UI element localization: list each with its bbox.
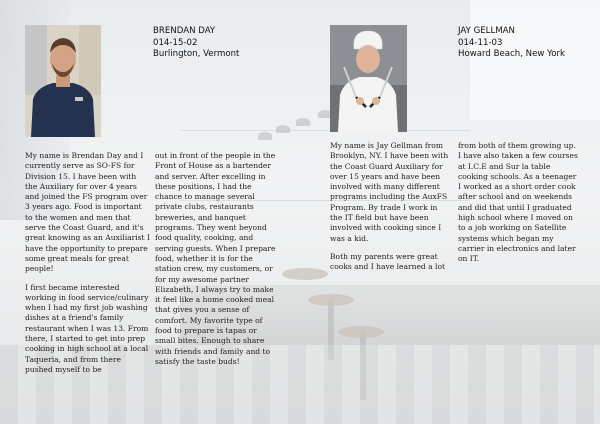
profile-location: Burlington, Vermont — [153, 49, 240, 59]
bio-paragraph: from both of them growing up. I have also taken a few courses at I.C.E and Sur la table cooking schools. As a teenager I worked as a short order cook after school and on weekends and did that until I graduated high school where I moved on to a job working on Satellite systems which began my carrier in electronics and later on IT. — [458, 141, 578, 264]
person-photo-icon — [25, 25, 101, 137]
diner-stool — [338, 326, 384, 338]
ceiling-lamp — [258, 132, 272, 140]
diner-stool — [282, 268, 328, 280]
bio-paragraph: Both my parents were great cooks and I have learned a lot — [330, 251, 446, 272]
profile-name: JAY GELLMAN — [458, 26, 515, 36]
profile-photo-brendan — [25, 25, 101, 137]
bio-paragraph: out in front of the people in the Front of House as a bartender and server. After excelling in these positions, I had the chance to manage several private clubs, restaurants breweries, and banquet programs. They went beyond food quality, cooking, and serving guests. When I prepare food, whether it is for the station crew, my customers, or for my awesome partner Elizabeth, I always try to make it feel like a home cooked meal that gives you a sense of comfort. My favorite type of food to prepare is tapas or small bites. Enough to share with friends and family and to satisfy the taste buds! — [155, 151, 276, 366]
chef-photo-icon — [330, 25, 407, 132]
ceiling-lamp — [296, 118, 310, 126]
bio-paragraph: My name is Jay Gellman from Brooklyn, NY. I have been with the Coast Guard Auxiliary for over 15 years and have been involved with many different programs including the AuxFS Program. By trade I work in the IT field but have been involved with cooking since I was a kid. — [330, 141, 449, 243]
ceiling-lamp — [276, 125, 290, 133]
profile-header-jay — [458, 26, 565, 61]
bio-paragraph: I first became interested working in food service/culinary when I had my first job washing dishes at a friend's family restaurant when I was 13. From there, I started to get into prep cooking in high school at a local Taqueria, and from there pushed myself to be — [25, 282, 149, 374]
diner-stool — [308, 294, 354, 306]
bio-column-brendan-1 — [25, 151, 150, 383]
profile-id: 014-11-03 — [458, 37, 503, 48]
bio-paragraph: My name is Brendan Day and I currently serve as SO-FS for Division 15. I have been with the Auxiliary for over 4 years and joined the FS program over 3 years ago. Food is important to the women and men that serve the Coast Guard, and it's great knowing as an Auxiliarist I have the opportunity to prepare some great meals for great people! — [25, 151, 150, 274]
profile-location: Howard Beach, New York — [458, 49, 566, 59]
bio-column-jay-2 — [458, 141, 578, 273]
profile-name: BRENDAN DAY — [153, 26, 216, 36]
bio-column-jay-1 — [330, 141, 450, 281]
profile-photo-jay — [330, 25, 407, 132]
profile-header-brendan — [153, 26, 239, 61]
bio-column-brendan-2 — [155, 151, 279, 375]
profile-id: 014-15-02 — [153, 37, 198, 48]
background-line — [180, 130, 470, 131]
